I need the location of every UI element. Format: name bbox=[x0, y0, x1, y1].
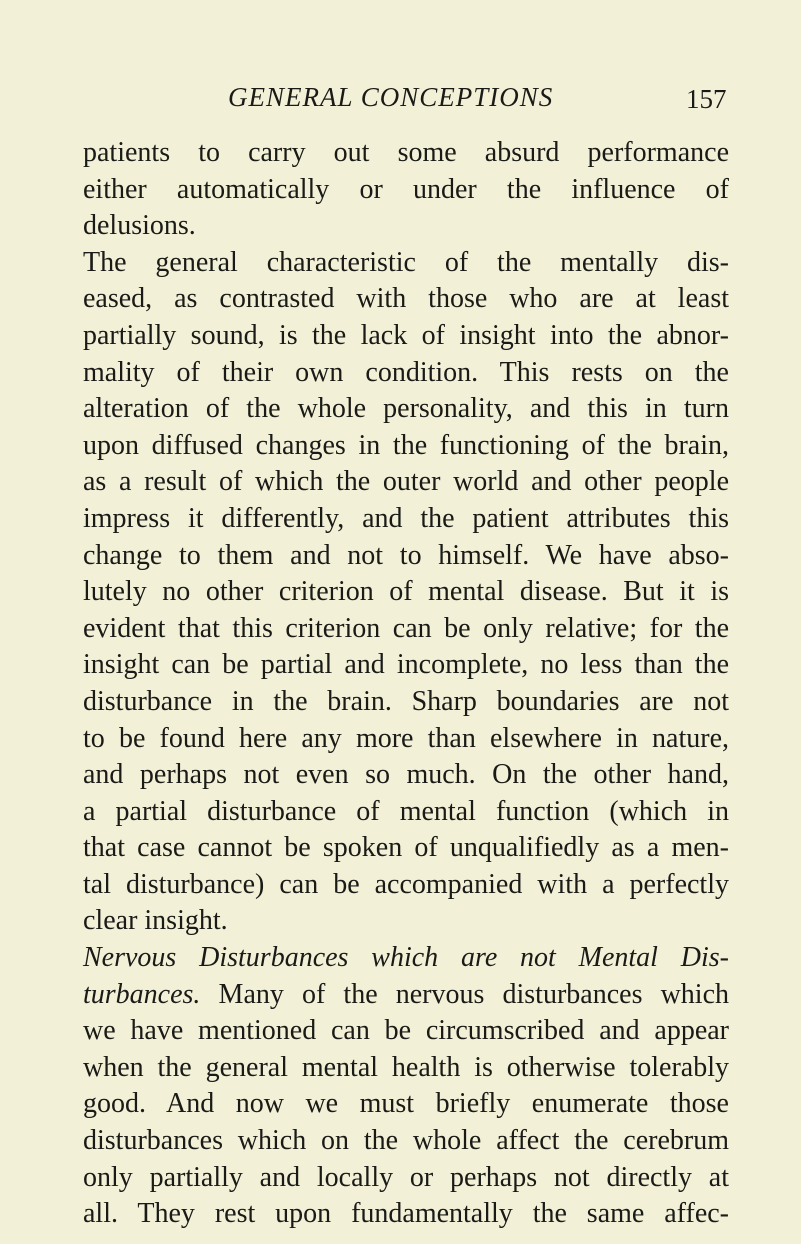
paragraph-start-line: The general characteristic of the mentally dis- bbox=[83, 246, 729, 278]
text-line: impress it differently, and the patient attributes this bbox=[83, 502, 729, 534]
text-line: disturbances which on the whole affect the cerebrum bbox=[83, 1125, 729, 1157]
text-line: disturbance in the brain. Sharp boundaries are not bbox=[83, 685, 729, 717]
text-line: eased, as contrasted with those who are at least bbox=[83, 283, 729, 315]
text-line: when the general mental health is otherwise tolerably bbox=[83, 1051, 729, 1083]
text-line: either automatically or under the influence of bbox=[83, 173, 729, 205]
text-line: evident that this criterion can be only relative; for the bbox=[83, 612, 729, 644]
text-line: and perhaps not even so much. On the other hand, bbox=[83, 759, 729, 791]
text-line: to be found here any more than elsewhere in nature, bbox=[83, 722, 729, 754]
text-line: upon diffused changes in the functioning of the brain, bbox=[83, 429, 729, 461]
text-line: partially sound, is the lack of insight into the abnor- bbox=[83, 319, 729, 351]
page-number: 157 bbox=[686, 84, 727, 114]
text-line: lutely no other criterion of mental disease. But it is bbox=[83, 576, 729, 608]
text-line: patients to carry out some absurd performance bbox=[83, 137, 729, 168]
text-line: as a result of which the outer world and other people bbox=[83, 466, 729, 498]
running-head: GENERAL CONCEPTIONS bbox=[228, 82, 554, 112]
section-heading-line bbox=[83, 940, 729, 977]
section-heading: Nervous Disturbances which are not Mental Dis- bbox=[83, 942, 729, 974]
text-line: that case cannot be spoken of unqualifiedly as a men- bbox=[83, 832, 729, 864]
section-heading-end: turbances. bbox=[83, 978, 201, 1010]
text-line: good. And now we must briefly enumerate those bbox=[83, 1088, 729, 1120]
text-line: clear insight. bbox=[83, 905, 228, 937]
text-line: mality of their own condition. This rests on the bbox=[83, 356, 729, 388]
text-line: we have mentioned can be circumscribed and appear bbox=[83, 1015, 729, 1047]
body-text bbox=[83, 135, 729, 1233]
text-line: alteration of the whole personality, and this in turn bbox=[83, 393, 729, 425]
text-line: all. They rest upon fundamentally the same affec- bbox=[83, 1198, 729, 1230]
text-line: change to them and not to himself. We have abso- bbox=[83, 539, 729, 571]
text-line: a partial disturbance of mental function (which in bbox=[83, 795, 729, 827]
text-line: insight can be partial and incomplete, no less than the bbox=[83, 649, 729, 681]
text-line: delusions. bbox=[83, 210, 196, 242]
section-heading-continuation-line bbox=[83, 977, 729, 1014]
text-line: only partially and locally or perhaps not directly at bbox=[83, 1161, 729, 1193]
text-fragment: Many of the nervous disturbances which bbox=[200, 978, 729, 1010]
text-line: tal disturbance) can be accompanied with a perfectly bbox=[83, 868, 729, 900]
